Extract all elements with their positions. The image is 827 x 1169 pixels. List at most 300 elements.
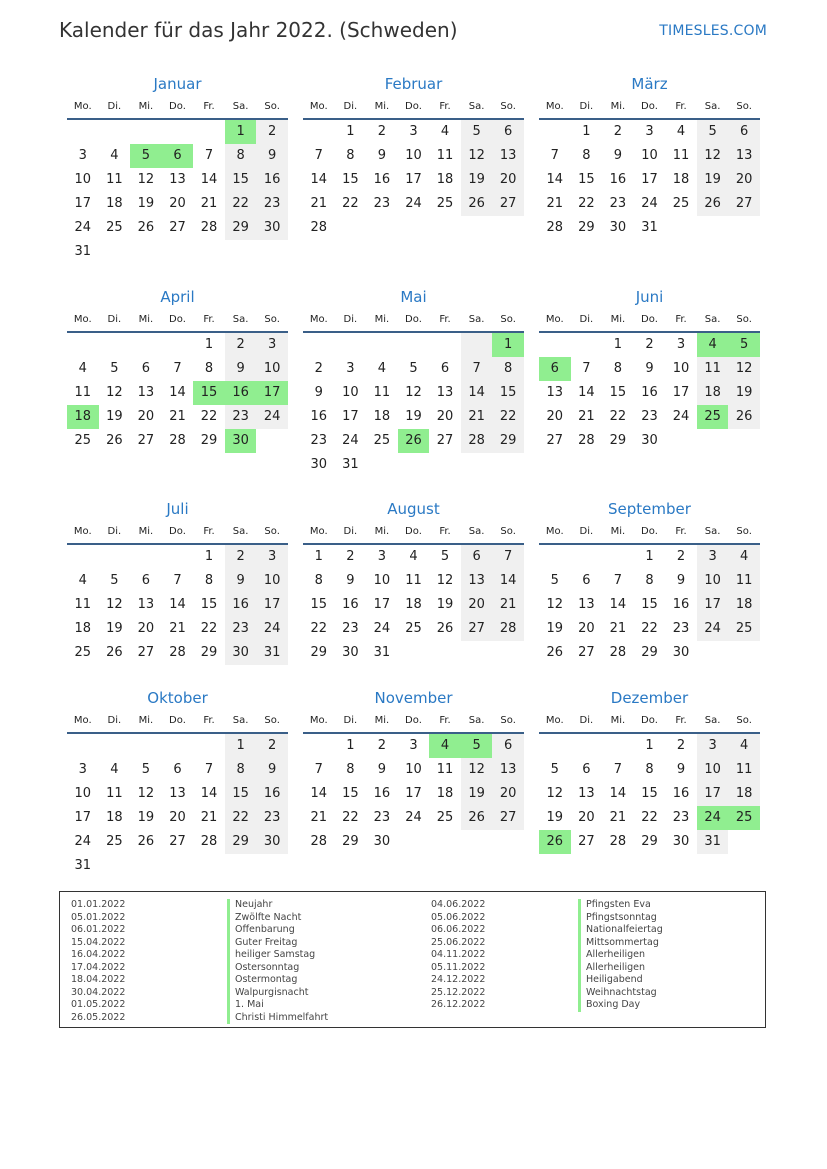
day-cell: 11: [74, 597, 92, 612]
day-cell: 24: [697, 617, 729, 641]
day-cell: 26: [546, 645, 564, 660]
day-cell: 26: [697, 192, 729, 216]
weekday-header: [67, 96, 288, 120]
weekday-label: Sa.: [468, 715, 485, 726]
day-grid: [303, 545, 524, 665]
day-cell: 16: [672, 597, 690, 612]
legend-entry: Walpurgisnacht: [235, 986, 309, 998]
weekday-label: Mo.: [545, 526, 564, 537]
day-cell: 1: [346, 738, 355, 753]
empty-cell: [162, 333, 194, 357]
weekday-label: Do.: [169, 101, 186, 112]
empty-cell: [571, 333, 603, 357]
weekday-label: Sa.: [232, 526, 249, 537]
day-cell: 21: [200, 196, 218, 211]
weekday-label: Di.: [579, 314, 594, 325]
day-cell: 7: [204, 762, 214, 777]
day-cell: 20: [578, 621, 595, 636]
day-cell: 2: [645, 337, 654, 352]
day-cell: 2: [256, 734, 288, 758]
day-cell: 5: [110, 361, 119, 376]
day-cell: 28: [169, 433, 186, 448]
day-cell: 4: [78, 361, 87, 376]
weekday-label: Sa.: [232, 314, 249, 325]
day-cell: 30: [609, 220, 627, 235]
holiday-day-cell: 15: [193, 381, 225, 405]
day-cell: 12: [137, 172, 155, 187]
weekday-label: Do.: [405, 314, 422, 325]
empty-cell: [602, 545, 634, 569]
day-cell: 28: [169, 645, 186, 660]
day-cell: 5: [461, 120, 493, 144]
legend-entry: Nationalfeiertag: [586, 924, 663, 935]
holiday-day-cell: 18: [67, 405, 99, 429]
day-cell: 4: [440, 124, 450, 139]
legend-entry: 06.06.2022: [431, 924, 486, 935]
day-cell: 13: [578, 597, 595, 612]
day-cell: 18: [728, 593, 760, 617]
weekday-header: [67, 710, 288, 734]
empty-cell: [99, 120, 131, 144]
month-name: März: [631, 75, 668, 93]
day-cell: 15: [492, 381, 524, 405]
month-11: [303, 686, 524, 854]
day-cell: 23: [373, 196, 391, 211]
weekday-label: Mo.: [545, 715, 564, 726]
month-8: [303, 497, 524, 665]
weekday-label: Mo.: [73, 715, 92, 726]
empty-cell: [539, 120, 571, 144]
weekday-label: Mi.: [138, 715, 154, 726]
empty-cell: [162, 545, 194, 569]
day-cell: 14: [578, 385, 595, 400]
weekday-label: Do.: [641, 715, 658, 726]
day-cell: 21: [492, 593, 524, 617]
day-cell: 10: [697, 758, 729, 782]
day-cell: 9: [314, 385, 323, 400]
day-cell: 8: [204, 573, 214, 588]
day-cell: 16: [310, 409, 328, 424]
weekday-label: Do.: [641, 526, 658, 537]
day-cell: 23: [672, 810, 690, 825]
holiday-day-cell: 26: [539, 830, 571, 854]
weekday-label: Mo.: [309, 715, 328, 726]
weekday-label: Do.: [641, 101, 658, 112]
weekday-label: So.: [500, 314, 516, 325]
day-grid: [67, 734, 288, 878]
day-cell: 5: [440, 549, 450, 564]
day-cell: 15: [342, 786, 359, 801]
day-cell: 11: [728, 758, 760, 782]
weekday-header: [539, 710, 760, 734]
day-cell: 27: [492, 806, 524, 830]
day-cell: 15: [225, 782, 257, 806]
legend-entry: 26.12.2022: [431, 999, 486, 1010]
day-cell: 23: [672, 621, 690, 636]
day-cell: 3: [409, 124, 418, 139]
holiday-day-cell: 24: [697, 806, 729, 830]
day-cell: 3: [676, 337, 686, 352]
day-cell: 1: [645, 549, 654, 564]
day-cell: 15: [225, 168, 257, 192]
legend-entry: 1. Mai: [235, 999, 264, 1010]
empty-cell: [539, 734, 571, 758]
day-cell: 26: [137, 834, 155, 849]
month-12: [539, 686, 760, 854]
day-cell: 23: [373, 810, 391, 825]
day-cell: 8: [645, 762, 654, 777]
day-cell: 15: [310, 597, 328, 612]
day-cell: 6: [461, 545, 493, 569]
legend-entry: Ostersonntag: [235, 961, 300, 973]
day-cell: 3: [346, 361, 355, 376]
day-cell: 21: [310, 810, 328, 825]
day-cell: 13: [578, 786, 595, 801]
weekday-label: Fr.: [675, 314, 687, 325]
day-cell: 28: [578, 433, 595, 448]
day-cell: 7: [314, 148, 323, 163]
month-name: April: [160, 288, 195, 306]
day-cell: 14: [609, 597, 627, 612]
weekday-label: Di.: [579, 101, 594, 112]
empty-cell: [539, 333, 571, 357]
day-cell: 6: [173, 762, 182, 777]
empty-cell: [303, 734, 335, 758]
day-cell: 12: [461, 144, 493, 168]
day-cell: 31: [342, 457, 359, 472]
day-cell: 12: [405, 385, 422, 400]
day-cell: 31: [256, 641, 288, 665]
month-name: Dezember: [610, 689, 689, 707]
weekday-label: Di.: [107, 526, 122, 537]
day-cell: 16: [225, 593, 257, 617]
day-cell: 19: [106, 621, 123, 636]
legend-entry: Weihnachtstag: [586, 986, 657, 998]
day-cell: 22: [609, 409, 627, 424]
empty-cell: [130, 120, 162, 144]
day-grid: [67, 545, 288, 665]
day-cell: 11: [672, 148, 690, 163]
day-cell: 31: [697, 830, 729, 854]
day-cell: 22: [342, 196, 359, 211]
day-cell: 2: [676, 549, 686, 564]
day-cell: 15: [342, 172, 359, 187]
day-cell: 12: [106, 597, 123, 612]
empty-cell: [99, 545, 131, 569]
weekday-header: [303, 710, 524, 734]
day-cell: 28: [609, 645, 627, 660]
day-grid: [67, 333, 288, 453]
empty-cell: [99, 333, 131, 357]
day-cell: 15: [609, 385, 627, 400]
month-7: [67, 497, 288, 665]
day-cell: 18: [405, 597, 422, 612]
day-cell: 6: [582, 573, 591, 588]
day-cell: 29: [200, 433, 218, 448]
weekday-label: Mi.: [610, 715, 626, 726]
weekday-label: Di.: [343, 101, 358, 112]
legend-entry: 30.04.2022: [71, 986, 126, 998]
day-cell: 4: [377, 361, 387, 376]
month-name: Juli: [166, 500, 189, 518]
day-cell: 17: [256, 593, 288, 617]
day-cell: 9: [676, 573, 686, 588]
day-cell: 11: [74, 385, 92, 400]
day-cell: 20: [436, 409, 454, 424]
day-cell: 9: [346, 573, 355, 588]
weekday-label: Do.: [405, 101, 422, 112]
day-cell: 21: [200, 810, 218, 825]
weekday-label: Sa.: [232, 101, 249, 112]
day-cell: 25: [436, 810, 454, 825]
day-cell: 3: [78, 148, 87, 163]
day-cell: 14: [492, 569, 524, 593]
empty-cell: [193, 734, 225, 758]
weekday-label: So.: [736, 526, 752, 537]
month-2: [303, 72, 524, 240]
weekday-label: Di.: [343, 314, 358, 325]
day-cell: 16: [256, 782, 288, 806]
day-cell: 8: [225, 144, 257, 168]
day-cell: 13: [169, 172, 186, 187]
day-cell: 19: [436, 597, 454, 612]
holiday-day-cell: 26: [398, 429, 430, 453]
day-cell: 7: [204, 148, 214, 163]
weekday-label: Sa.: [232, 715, 249, 726]
weekday-label: Do.: [405, 715, 422, 726]
month-name: August: [387, 500, 440, 518]
empty-cell: [398, 333, 430, 357]
weekday-label: Mi.: [374, 526, 390, 537]
empty-cell: [571, 545, 603, 569]
day-cell: 15: [641, 597, 658, 612]
day-cell: 27: [578, 834, 595, 849]
weekday-label: Do.: [169, 314, 186, 325]
day-cell: 24: [256, 617, 288, 641]
month-name: September: [608, 500, 691, 518]
empty-cell: [67, 333, 99, 357]
day-cell: 7: [582, 361, 591, 376]
day-cell: 30: [672, 645, 690, 660]
legend-entry: Boxing Day: [586, 999, 641, 1010]
day-cell: 20: [137, 409, 155, 424]
day-cell: 9: [377, 762, 387, 777]
empty-cell: [162, 120, 194, 144]
day-cell: 23: [256, 806, 288, 830]
day-cell: 30: [641, 433, 658, 448]
day-cell: 28: [310, 834, 328, 849]
day-cell: 11: [436, 762, 454, 777]
month-5: [303, 285, 524, 477]
day-cell: 1: [314, 549, 323, 564]
legend-names-right: [578, 899, 663, 1012]
day-cell: 31: [641, 220, 658, 235]
day-cell: 3: [697, 734, 729, 758]
day-cell: 19: [405, 409, 422, 424]
legend-dates-left: [71, 899, 125, 1024]
weekday-label: Mo.: [73, 101, 92, 112]
page-title: Kalender für das Jahr 2022. (Schweden): [59, 18, 458, 42]
day-cell: 13: [461, 569, 493, 593]
day-cell: 26: [436, 621, 454, 636]
day-cell: 22: [641, 810, 658, 825]
day-grid: [67, 120, 288, 264]
day-cell: 16: [373, 786, 391, 801]
day-cell: 19: [461, 168, 493, 192]
weekday-label: So.: [500, 715, 516, 726]
day-grid: [539, 734, 760, 854]
month-9: [539, 497, 760, 665]
day-cell: 4: [78, 573, 87, 588]
day-cell: 13: [728, 144, 760, 168]
weekday-label: Mo.: [309, 101, 328, 112]
legend-dates-right: [431, 899, 485, 1012]
legend-entry: Mittsommertag: [586, 936, 659, 948]
day-cell: 25: [728, 617, 760, 641]
weekday-label: So.: [736, 715, 752, 726]
day-cell: 13: [492, 758, 524, 782]
day-cell: 24: [256, 405, 288, 429]
day-cell: 27: [169, 220, 186, 235]
day-cell: 12: [106, 385, 123, 400]
weekday-label: Do.: [169, 526, 186, 537]
day-cell: 14: [200, 172, 218, 187]
day-cell: 7: [492, 545, 524, 569]
day-cell: 27: [461, 617, 493, 641]
month-4: [67, 285, 288, 453]
day-cell: 27: [137, 433, 155, 448]
day-cell: 25: [436, 196, 454, 211]
legend-names-left: [227, 899, 328, 1024]
day-cell: 3: [78, 762, 87, 777]
weekday-label: Mo.: [545, 101, 564, 112]
day-cell: 11: [373, 385, 391, 400]
site-link[interactable]: TIMESLES.COM: [659, 23, 767, 39]
empty-cell: [539, 545, 571, 569]
day-cell: 7: [314, 762, 323, 777]
day-cell: 10: [256, 569, 288, 593]
day-cell: 3: [256, 545, 288, 569]
empty-cell: [130, 333, 162, 357]
day-cell: 4: [110, 762, 119, 777]
day-cell: 28: [200, 220, 218, 235]
day-cell: 11: [405, 573, 422, 588]
day-cell: 18: [373, 409, 391, 424]
day-cell: 14: [609, 786, 627, 801]
day-cell: 8: [346, 762, 355, 777]
legend-entry: Ostermontag: [235, 974, 298, 985]
day-cell: 26: [106, 645, 123, 660]
legend-entry: 24.12.2022: [431, 974, 486, 985]
legend-entry: 17.04.2022: [71, 961, 126, 973]
weekday-label: So.: [736, 101, 752, 112]
day-cell: 24: [74, 220, 92, 235]
weekday-label: Fr.: [439, 526, 451, 537]
holiday-day-cell: 5: [728, 333, 760, 357]
holiday-day-cell: 5: [130, 144, 162, 168]
day-cell: 17: [373, 597, 391, 612]
day-cell: 22: [225, 806, 257, 830]
day-cell: 17: [405, 172, 422, 187]
weekday-label: Mi.: [610, 101, 626, 112]
day-cell: 7: [550, 148, 559, 163]
day-cell: 9: [256, 144, 288, 168]
day-cell: 23: [641, 409, 658, 424]
day-cell: 13: [546, 385, 564, 400]
month-name: Mai: [400, 288, 427, 306]
day-cell: 3: [377, 549, 387, 564]
weekday-header: [539, 521, 760, 545]
day-cell: 13: [436, 385, 454, 400]
weekday-label: Di.: [579, 526, 594, 537]
holiday-day-cell: 6: [539, 357, 571, 381]
day-cell: 5: [697, 120, 729, 144]
day-cell: 28: [461, 429, 493, 453]
day-cell: 1: [645, 738, 654, 753]
weekday-header: [539, 96, 760, 120]
day-cell: 8: [225, 758, 257, 782]
day-cell: 25: [405, 621, 422, 636]
legend-entry: 05.01.2022: [71, 911, 126, 923]
day-cell: 17: [672, 385, 690, 400]
day-cell: 22: [225, 192, 257, 216]
day-cell: 26: [137, 220, 155, 235]
legend-entry: Guter Freitag: [235, 936, 298, 948]
day-cell: 13: [137, 597, 155, 612]
empty-cell: [67, 120, 99, 144]
empty-cell: [162, 734, 194, 758]
day-cell: 10: [405, 148, 422, 163]
day-cell: 29: [310, 645, 328, 660]
day-cell: 27: [137, 645, 155, 660]
empty-cell: [461, 333, 493, 357]
day-cell: 8: [346, 148, 355, 163]
legend-entry: Allerheiligen: [586, 949, 646, 960]
day-cell: 12: [436, 573, 454, 588]
day-cell: 10: [74, 786, 92, 801]
day-cell: 12: [546, 786, 564, 801]
day-cell: 29: [641, 834, 658, 849]
day-grid: [303, 734, 524, 854]
day-cell: 6: [440, 361, 450, 376]
day-cell: 10: [697, 569, 729, 593]
weekday-label: Mo.: [309, 526, 328, 537]
day-cell: 22: [492, 405, 524, 429]
day-cell: 16: [609, 172, 627, 187]
day-cell: 2: [377, 124, 387, 139]
month-6: [539, 285, 760, 453]
legend-entry: 15.04.2022: [71, 936, 126, 948]
day-cell: 9: [225, 569, 257, 593]
day-cell: 10: [74, 172, 92, 187]
legend-entry: 05.11.2022: [431, 961, 486, 973]
day-cell: 17: [405, 786, 422, 801]
day-cell: 5: [110, 573, 119, 588]
day-cell: 22: [310, 621, 328, 636]
weekday-header: [303, 96, 524, 120]
day-cell: 23: [609, 196, 627, 211]
day-cell: 12: [137, 786, 155, 801]
legend-entry: 26.05.2022: [71, 1011, 126, 1023]
weekday-label: Sa.: [704, 526, 721, 537]
day-cell: 24: [405, 810, 422, 825]
day-cell: 9: [225, 357, 257, 381]
weekday-label: Sa.: [468, 101, 485, 112]
day-cell: 30: [310, 457, 328, 472]
day-cell: 7: [613, 573, 623, 588]
day-cell: 10: [405, 762, 422, 777]
day-cell: 13: [492, 144, 524, 168]
